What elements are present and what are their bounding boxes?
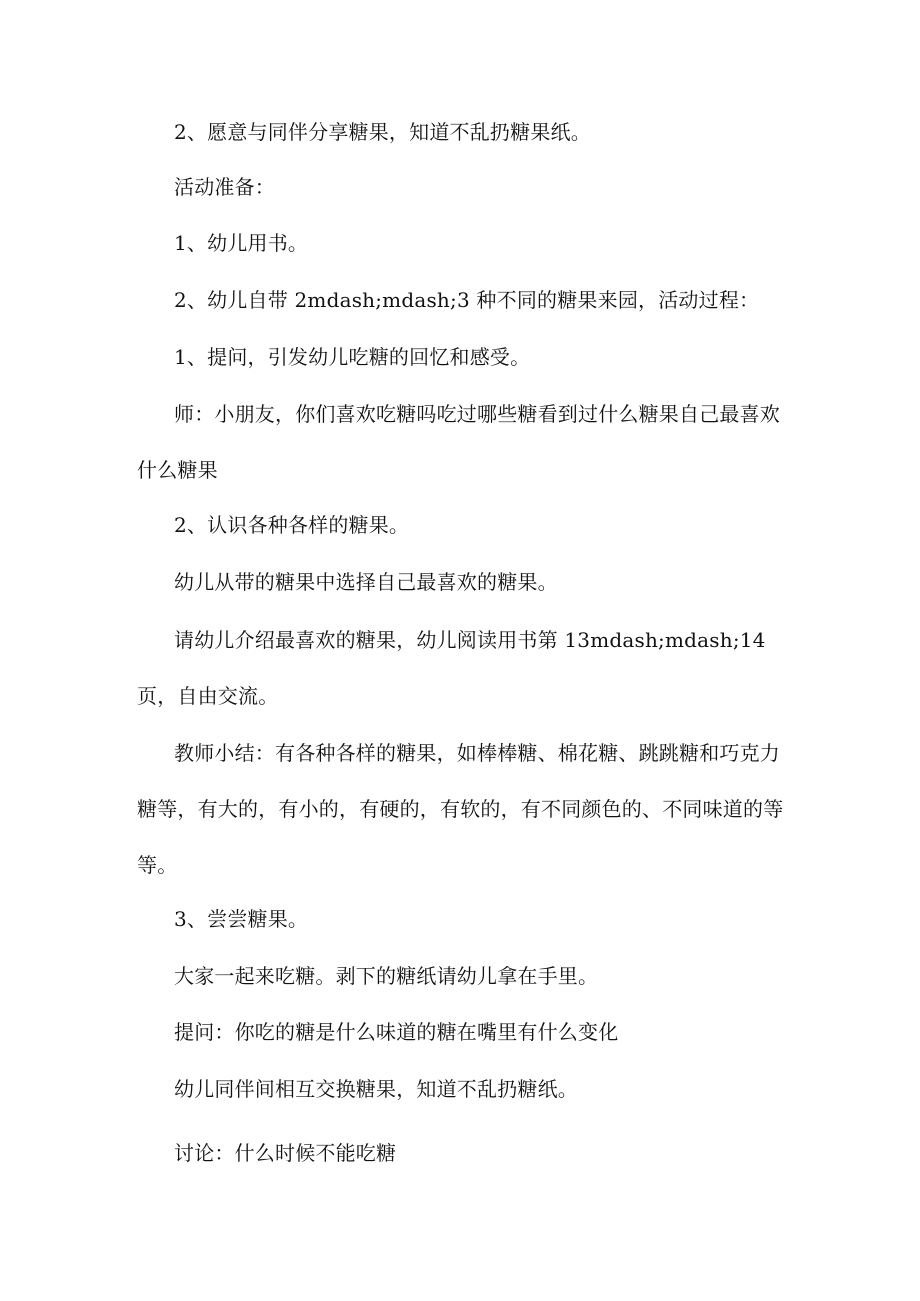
paragraph-taste-question: 提问：你吃的糖是什么味道的糖在嘴里有什么变化 xyxy=(174,1020,619,1044)
paragraph-introduce-favorite: 请幼儿介绍最喜欢的糖果，幼儿阅读用书第 13mdash;mdash;14 页，自由交流。 xyxy=(137,628,766,708)
paragraph-preparation-heading: 活动准备： xyxy=(174,175,275,199)
paragraph-choose-favorite: 幼儿从带的糖果中选择自己最喜欢的糖果。 xyxy=(174,570,558,594)
paragraph-goal-sharing: 2、愿意与同伴分享糖果，知道不乱扔糖果纸。 xyxy=(174,120,591,144)
paragraph-eat-together: 大家一起来吃糖。剥下的糖纸请幼儿拿在手里。 xyxy=(174,964,599,988)
paragraph-teacher-question: 师：小朋友，你们喜欢吃糖吗吃过哪些糖看到过什么糖果自己最喜欢什么糖果 xyxy=(137,402,780,482)
paragraph-teacher-summary: 教师小结：有各种各样的糖果，如棒棒糖、棉花糖、跳跳糖和巧克力糖等，有大的，有小的，有硬的，有软的，有不同颜色的、不同味道的等等。 xyxy=(137,741,784,877)
paragraph-step-taste: 3、尝尝糖果。 xyxy=(174,907,309,931)
paragraph-prep-candies: 2、幼儿自带 2mdash;mdash;3 种不同的糖果来园，活动过程： xyxy=(174,288,760,312)
paragraph-prep-book: 1、幼儿用书。 xyxy=(174,231,309,255)
paragraph-exchange-candies: 幼儿同伴间相互交换糖果，知道不乱扔糖纸。 xyxy=(174,1077,578,1101)
paragraph-step-question: 1、提问，引发幼儿吃糖的回忆和感受。 xyxy=(174,345,531,369)
paragraph-step-recognize: 2、认识各种各样的糖果。 xyxy=(174,513,410,537)
paragraph-discussion: 讨论：什么时候不能吃糖 xyxy=(174,1141,397,1165)
